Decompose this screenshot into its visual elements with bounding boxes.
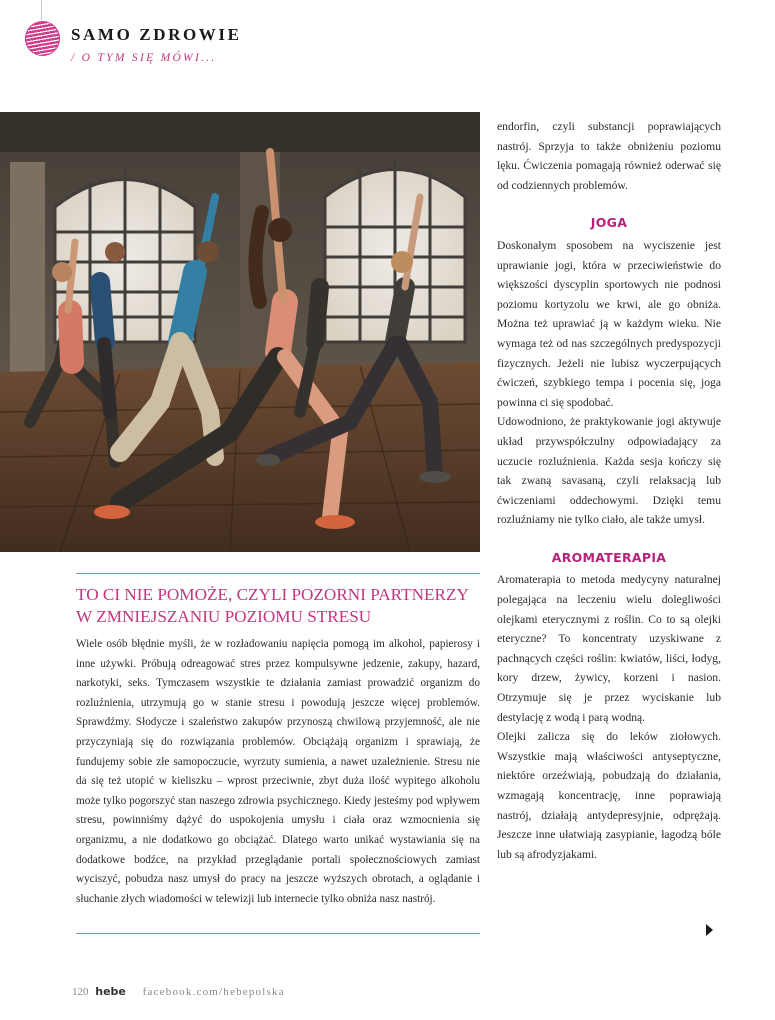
fitness-class-photo — [0, 112, 480, 552]
page-footer — [72, 985, 285, 998]
page-number: 120 — [72, 986, 89, 998]
logo-hanger-line — [41, 0, 42, 20]
brand-logo: hebe — [95, 985, 126, 998]
article-bottom-rule — [76, 933, 480, 934]
article-top-rule — [76, 573, 480, 574]
yoga-paragraph-1: Doskonałym sposobem na wyciszenie jest uprawianie jogi, która w przeciwieństwie do większości dyscyplin sportowych nie podnosi poziomu kortyzolu we krwi, ale go obniża. Można też uprawiać ją w każdym wieku. Nie wymaga też od nas szczególnych predyspozycji fizycznych. Jeżeli nie lubisz wyczerpujących ćwiczeń, szybkiego tempa i pocenia się, joga powinna ci się spodobać. — [497, 238, 721, 409]
article-title: TO CI NIE POMOŻE, CZYLI POZORNI PARTNERZY W ZMNIEJSZANIU POZIOMU STRESU — [76, 585, 469, 626]
striped-ornament-icon — [25, 21, 60, 56]
aromatherapy-heading: AROMATERAPIA — [551, 549, 667, 565]
next-page-arrow-icon[interactable] — [706, 924, 713, 936]
intro-paragraph: endorfin, czyli substancji poprawiających nastrój. Sprzyja to także obniżeniu poziomu lęku. Ćwiczenia pomagają również oderwać się od codziennych problemów. — [497, 120, 721, 192]
aromatherapy-paragraph-1: Aromaterapia to metoda medycyny naturalnej polegająca na leczeniu wielu dolegliwości olejkami eterycznymi z roślin. Co to są olejki eteryczne? To koncentraty uzyskiwane z pachnących części roślin: kwiatów, liści, łodyg, kory drzew, żywicy, korzeni i nasion. Otrzymuje się je przez wyciskanie lub destylację z wodą i parą wodną. — [497, 573, 721, 724]
yoga-paragraph-2: Udowodniono, że praktykowanie jogi aktywuje układ przywspółczulny odpowiadający za uczucie rozluźnienia. Każda sesja kończy się tak zwaną savasaną, czyli relaksacją lub ćwiczeniami oddechowymi. Dzięki temu rozluźniamy nie tylko ciało, ale także umysł. — [497, 415, 721, 527]
section-title: SAMO ZDROWIE — [71, 25, 242, 44]
aromatherapy-paragraph-2: Olejki zalicza się do leków ziołowych. Wszystkie mają właściwości antyseptyczne, niektóre orzeźwiają, pobudzają do działania, wzmagają koncentrację, inne poprawiają nastrój, działają antydepresyjnie, odprężają. Jeszcze inne ułatwiają zasypianie, łagodzą bóle lub są afrodyzjakami. — [497, 730, 721, 861]
footer-url[interactable]: facebook.com/hebepolska — [142, 986, 285, 998]
article-body: Wiele osób błędnie myśli, że w rozładowaniu napięcia pomogą im alkohol, papierosy i inne używki. Próbują odreagować stres przez kompulsywne jedzenie, zakupy, hazard, narkotyki, seks. Tymczasem wszystkie te działania zamiast prowadzić organizm do rozluźnienia, utrzymują go w stanie stresu i powodują jeszcze więcej problemów. Sprawdźmy. Słodycze i szaleństwo zakupów przynoszą chwilową przyjemność, ale nie przyczyniają się do rozwiązania problemów. Obciążają organizm i sprawiają, że fundujemy sobie złe samopoczucie, wyrzuty sumienia, a nawet uzależnienie. Stresu nie da się też utopić w kieliszku – wprost przeciwnie, zbyt duża ilość wypitego alkoholu może tylko pogorszyć stan naszego zdrowia psychicznego. Kiedy jesteśmy pod wpływem stresu, powinniśmy dążyć do uspokojenia umysłu i ciała oraz wzmocnienia się organizmu, a nie dodatkowo go obciążać. Dlatego warto unikać wystawiania się na dodatkowe bodźce, na przykład przeglądanie portali społecznościowych zamiast wyciszyć, pobudza nasz umysł do pracy na jeszcze wyższych obrotach, a oglądanie i słuchanie złych wiadomości w telewizji lub internecie tylko obniża nasz nastrój. — [76, 638, 480, 905]
right-column — [497, 117, 721, 864]
section-subtitle: / O TYM SIĘ MÓWI... — [71, 52, 217, 64]
yoga-heading: JOGA — [590, 215, 628, 231]
